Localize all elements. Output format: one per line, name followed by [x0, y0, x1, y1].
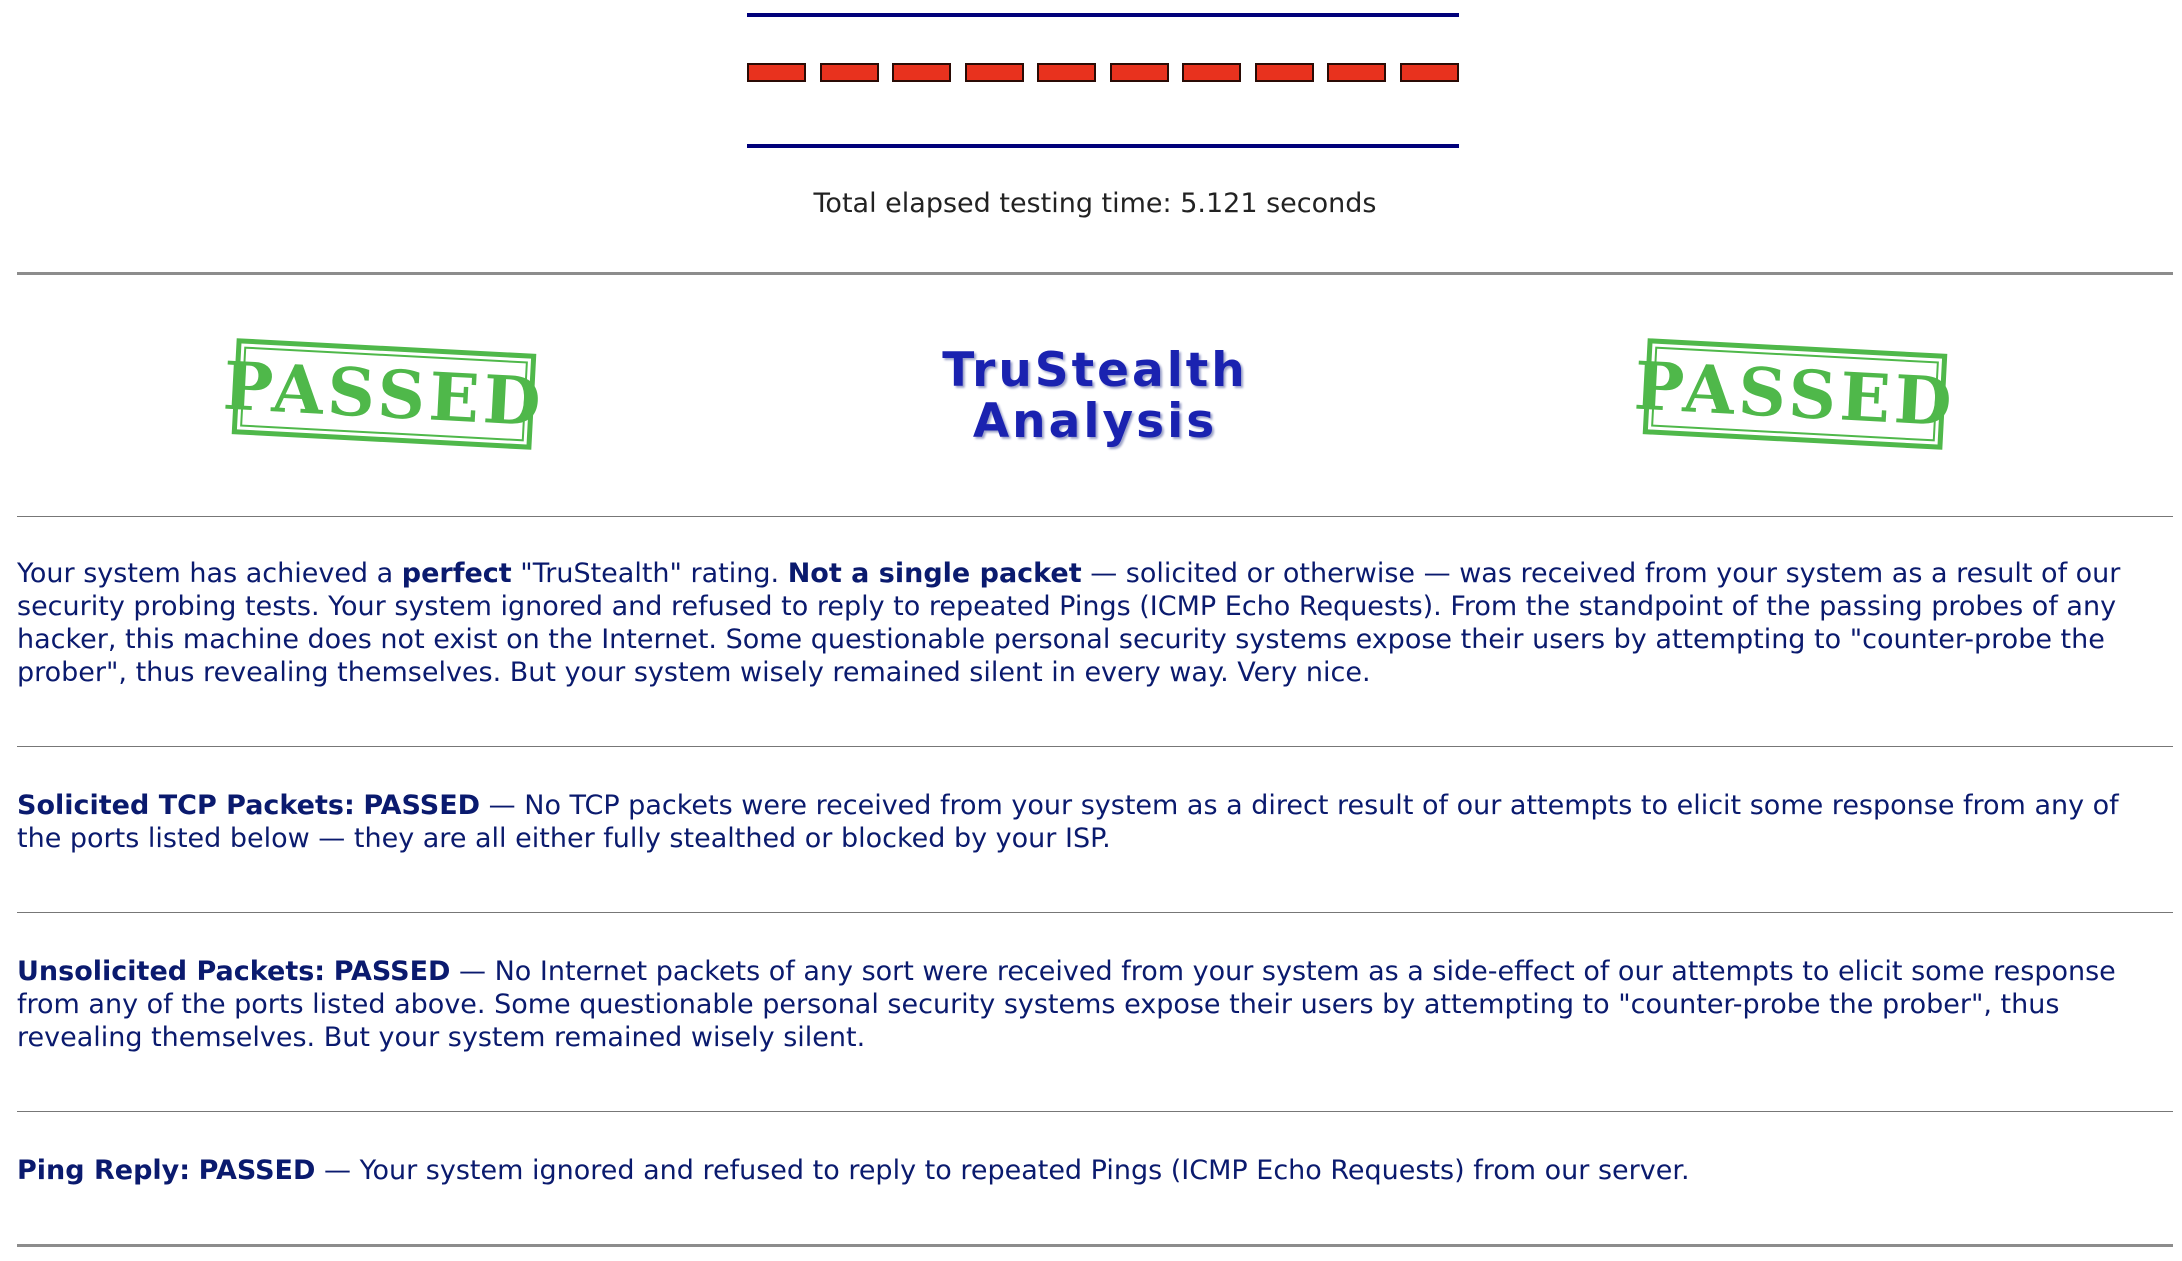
- progress-block: [892, 63, 951, 82]
- title-line-2: Analysis: [972, 394, 1218, 449]
- divider: [17, 516, 2173, 517]
- result-text: — Your system ignored and refused to reply to repeated Pings (ICMP Echo Requests) from our server.: [315, 1155, 1690, 1186]
- result-label: Solicited TCP Packets:: [17, 790, 355, 821]
- summary-bold: Not a single packet: [787, 558, 1082, 589]
- passed-stamp-text: PASSED: [1632, 346, 1958, 442]
- progress-block: [1400, 63, 1459, 82]
- result-ping-reply: [17, 1154, 2167, 1187]
- divider: [17, 1111, 2173, 1112]
- progress-bottom-line: [747, 144, 1459, 148]
- summary-text: — solicited or otherwise — was received from your system as a result of our security probing tests. Your system ignored and refused to reply to repeated Pings (ICMP Echo Requests). From the standpoint of the passing probes of any hacker, this machine does not exist on the Internet. Some questionable personal security systems expose their users by attempting to "counter-probe the prober", thus revealing themselves. But your system wisely remained silent in every way. Very nice.: [17, 558, 2121, 688]
- progress-block: [1037, 63, 1096, 82]
- progress-top-line: [747, 13, 1459, 17]
- elapsed-time: Total elapsed testing time: 5.121 seconds: [813, 188, 1377, 219]
- result-label: Ping Reply:: [17, 1155, 191, 1186]
- summary-bold: perfect: [401, 558, 512, 589]
- passed-stamp-text: PASSED: [221, 346, 547, 442]
- result-text: — No TCP packets were received from your system as a direct result of our attempts to elicit some response from any of the ports listed below — they are all either fully stealthed or blocked by your ISP.: [17, 790, 2119, 854]
- result-solicited-tcp: [17, 789, 2167, 855]
- passed-stamp-right: [1632, 338, 1958, 450]
- status-passed: PASSED: [198, 1155, 316, 1186]
- status-passed: PASSED: [333, 956, 451, 987]
- title-line-1: TruStealth: [942, 343, 1248, 398]
- progress-block: [747, 63, 806, 82]
- result-label: Unsolicited Packets:: [17, 956, 326, 987]
- progress-block: [820, 63, 879, 82]
- divider: [17, 912, 2173, 913]
- progress-block: [1327, 63, 1386, 82]
- status-passed: PASSED: [363, 790, 481, 821]
- passed-stamp-left: [221, 338, 547, 450]
- summary-text: "TruStealth" rating.: [511, 558, 788, 589]
- progress-blocks: [747, 63, 1459, 85]
- progress-block: [1110, 63, 1169, 82]
- summary-paragraph: [17, 557, 2167, 689]
- result-unsolicited: [17, 955, 2167, 1054]
- divider: [17, 272, 2173, 275]
- progress-block: [965, 63, 1024, 82]
- summary-text: Your system has achieved a: [17, 558, 402, 589]
- divider: [17, 746, 2173, 747]
- result-text: — No Internet packets of any sort were received from your system as a side-effect of our attempts to elicit some response from any of the ports listed above. Some questionable personal security systems expose their users by attempting to "counter-probe the prober", thus revealing themselves. But your system remained wisely silent.: [17, 956, 2116, 1053]
- trustealth-analysis-title: [895, 345, 1295, 447]
- divider: [17, 1244, 2173, 1247]
- progress-block: [1255, 63, 1314, 82]
- progress-block: [1182, 63, 1241, 82]
